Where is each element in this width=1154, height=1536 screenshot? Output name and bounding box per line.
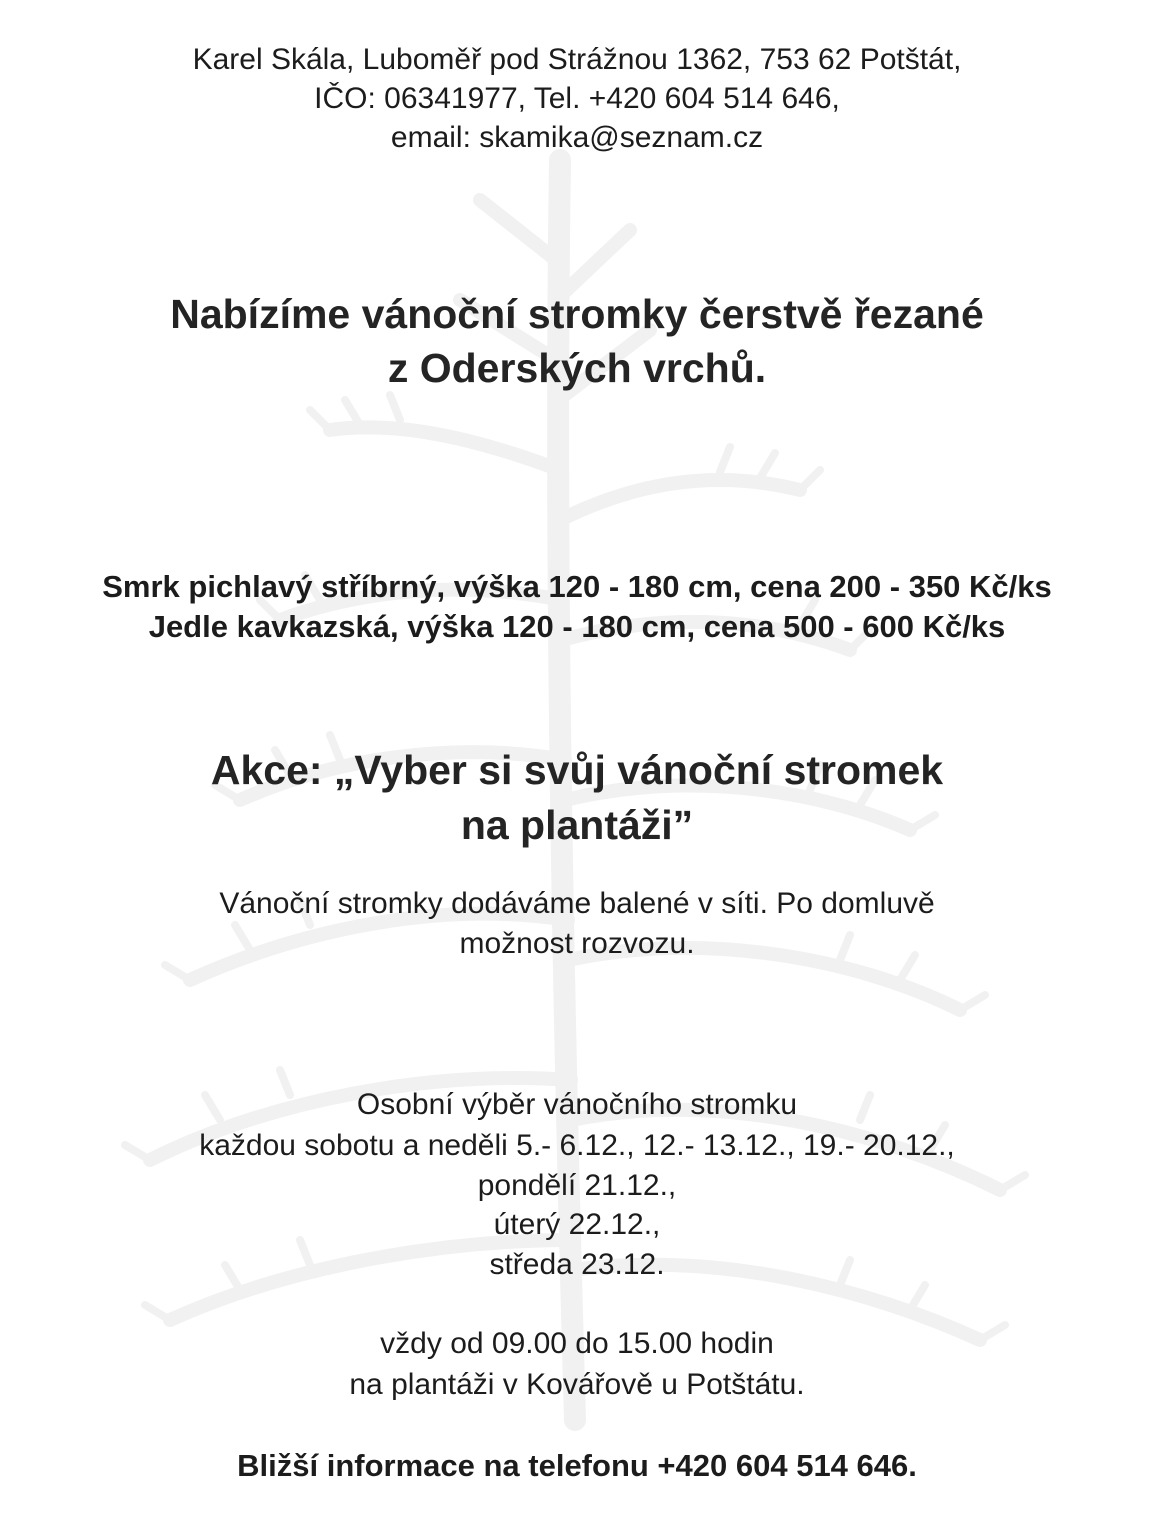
delivery-text-line-1: Vánoční stromky dodáváme balené v síti. Po domluvě: [219, 887, 935, 920]
schedule-day-monday: pondělí 21.12.,: [477, 1169, 677, 1202]
schedule-place: na plantáži v Kovářově u Potštátu.: [349, 1368, 805, 1401]
footer-info-line: Bližší informace na telefonu +420 604 514 646.: [237, 1448, 917, 1483]
schedule-weekends: každou sobotu a neděli 5.- 6.12., 12.- 13.12., 19.- 20.12.,: [199, 1129, 955, 1162]
promo-title-line-2: na plantáži”: [460, 802, 694, 848]
promo-title-line-1: Akce: „Vyber si svůj vánoční stromek: [210, 747, 944, 793]
schedule-intro: Osobní výběr vánočního stromku: [356, 1088, 798, 1121]
contact-address-line: Karel Skála, Luboměř pod Strážnou 1362, 753 62 Potštát,: [192, 43, 962, 76]
schedule-day-tuesday: úterý 22.12.,: [493, 1208, 661, 1241]
contact-id-phone-line: IČO: 06341977, Tel. +420 604 514 646,: [314, 82, 840, 115]
contact-email-line: email: skamika@seznam.cz: [390, 121, 764, 154]
schedule-hours: vždy od 09.00 do 15.00 hodin: [380, 1327, 774, 1360]
schedule-day-wednesday: středa 23.12.: [489, 1248, 665, 1281]
headline-line-1: Nabízíme vánoční stromky čerstvě řezané: [170, 291, 984, 337]
product-item-fir: Jedle kavkazská, výška 120 - 180 cm, cena 500 - 600 Kč/ks: [148, 609, 1006, 644]
delivery-text-line-2: možnost rozvozu.: [459, 927, 695, 960]
headline-line-2: z Oderských vrchů.: [387, 345, 767, 391]
product-item-spruce: Smrk pichlavý stříbrný, výška 120 - 180 cm, cena 200 - 350 Kč/ks: [102, 569, 1052, 604]
